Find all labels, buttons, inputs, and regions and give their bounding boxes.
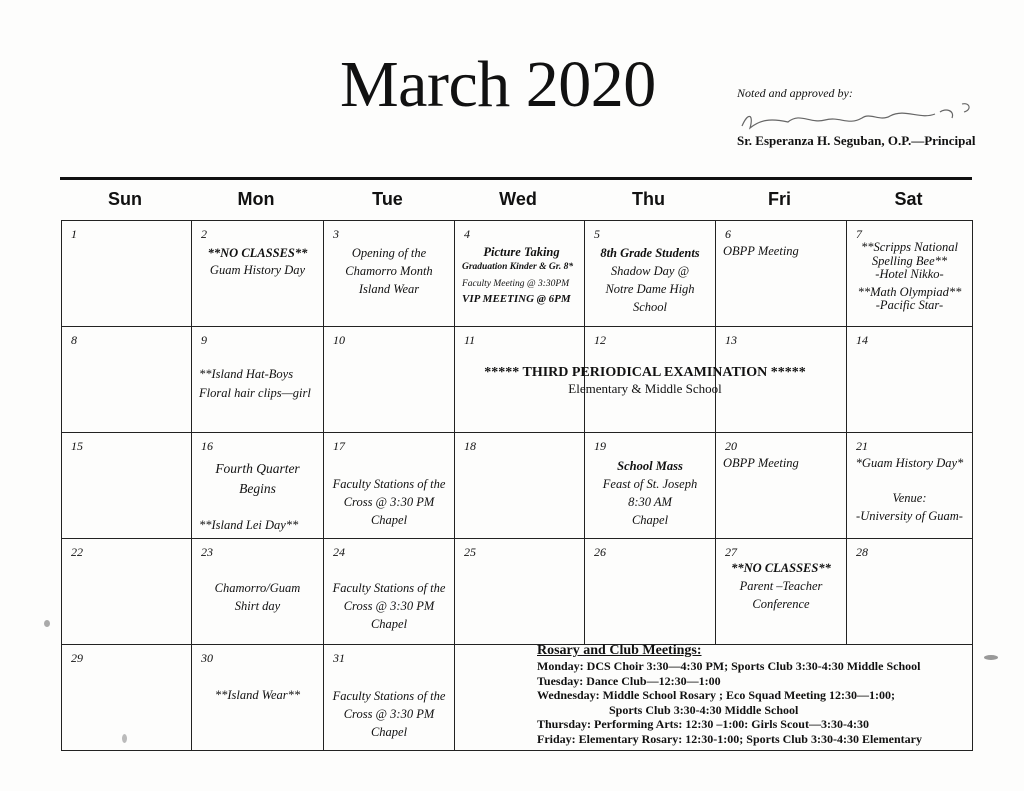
event-text: Cross @ 3:30 PM — [343, 707, 435, 721]
day-number: 9 — [201, 333, 207, 347]
day-cell — [192, 221, 324, 327]
day-cell — [455, 433, 585, 539]
event-text: **Island Wear** — [214, 688, 301, 702]
day-cell — [585, 221, 716, 327]
exam-title: ***** THIRD PERIODICAL EXAMINATION ***** — [484, 365, 806, 380]
day-number: 24 — [333, 545, 345, 559]
event-text: Floral hair clips—girl — [199, 386, 311, 400]
day-cell — [455, 539, 585, 645]
event-text: Conference — [752, 597, 810, 611]
event-text: Faculty Stations of the — [332, 689, 446, 703]
event-text: Chapel — [370, 725, 408, 739]
event-text: **NO CLASSES** — [207, 246, 308, 260]
event-text: Chapel — [370, 617, 408, 631]
weekday-wed: Wed — [499, 189, 537, 209]
day-number: 26 — [594, 545, 606, 559]
day-cell — [847, 433, 973, 539]
event-text: Shadow Day @ — [610, 264, 690, 278]
page-title: March 2020 — [340, 48, 656, 121]
event-text: School Mass — [617, 459, 683, 473]
event-text: Opening of the — [351, 246, 427, 260]
day-cell — [455, 221, 585, 327]
event-text: -University of Guam- — [856, 509, 963, 523]
weekday-fri: Fri — [767, 189, 791, 209]
event-text: **Island Lei Day** — [199, 518, 299, 532]
club-line: Sports Club 3:30-4:30 Middle School — [609, 702, 799, 717]
day-number: 23 — [201, 545, 213, 559]
club-line: Thursday: Performing Arts: 12:30 –1:00: Girls Scout—3:30-4:30 — [537, 717, 869, 732]
event-text: Fourth Quarter — [215, 461, 300, 476]
event-text: Feast of St. Joseph — [602, 477, 698, 491]
event-text: Faculty Stations of the — [332, 477, 446, 491]
day-number: 11 — [464, 333, 476, 347]
day-cell — [847, 221, 973, 327]
scan-speck — [122, 734, 127, 743]
day-cell — [192, 645, 324, 751]
principal-name: Sr. Esperanza H. Seguban, O.P.—Principal — [737, 133, 976, 148]
event-text: Shirt day — [234, 599, 281, 613]
principal-signature — [730, 98, 980, 138]
event-text: Chapel — [370, 513, 408, 527]
club-line: Wednesday: Middle School Rosary ; Eco Squad Meeting 12:30—1:00; — [537, 688, 896, 703]
event-text: Island Wear — [358, 282, 420, 296]
exam-subtitle: Elementary & Middle School — [568, 381, 722, 396]
club-line: Friday: Elementary Rosary: 12:30-1:00; Sports Club 3:30-4:30 Elementary — [537, 731, 922, 746]
scan-speck — [44, 620, 50, 627]
day-cell — [847, 539, 973, 645]
day-number: 27 — [725, 545, 737, 559]
event-text: **Math Olympiad** — [857, 284, 962, 299]
day-number: 15 — [71, 439, 83, 453]
event-text: -Hotel Nikko- — [875, 267, 944, 281]
club-meetings-title: Rosary and Club Meetings: — [537, 643, 702, 658]
day-cell — [62, 645, 192, 751]
day-number: 4 — [464, 227, 470, 241]
event-text: **Island Hat-Boys — [199, 367, 294, 381]
event-text: Notre Dame High — [605, 282, 695, 296]
day-cell — [585, 539, 716, 645]
day-cell — [324, 221, 455, 327]
day-cell — [847, 327, 973, 433]
club-meetings — [537, 643, 967, 747]
day-cell — [62, 539, 192, 645]
day-number: 30 — [201, 651, 213, 665]
day-cell — [62, 433, 192, 539]
day-number: 21 — [856, 439, 868, 453]
event-text: Graduation Kinder & Gr. 8* — [462, 262, 574, 272]
day-cell — [192, 327, 324, 433]
event-text: OBPP Meeting — [723, 244, 799, 258]
day-cell — [192, 433, 324, 539]
day-number: 29 — [71, 651, 83, 665]
day-number: 12 — [594, 333, 606, 347]
event-text: 8th Grade Students — [600, 246, 700, 260]
event-text: School — [632, 300, 668, 314]
event-text: *Guam History Day* — [855, 456, 964, 470]
event-text: Guam History Day — [209, 263, 306, 277]
day-cell — [192, 539, 324, 645]
day-cell — [716, 221, 847, 327]
event-text: Chamorro/Guam — [214, 581, 301, 595]
weekday-mon: Mon — [237, 189, 275, 209]
day-number: 22 — [71, 545, 83, 559]
day-number: 2 — [201, 227, 207, 241]
approval-note: Noted and approved by: — [737, 86, 853, 100]
day-number: 16 — [201, 439, 213, 453]
day-number: 14 — [856, 333, 868, 347]
club-line: Monday: DCS Choir 3:30—4:30 PM; Sports Club 3:30-4:30 Middle School — [537, 659, 921, 673]
event-text: Begins — [239, 481, 276, 496]
event-text: OBPP Meeting — [723, 456, 799, 470]
event-text: Chamorro Month — [345, 264, 433, 278]
event-text: Faculty Stations of the — [332, 581, 446, 595]
event-text: Parent –Teacher — [739, 579, 823, 593]
day-number: 13 — [725, 333, 737, 347]
day-cell — [324, 433, 455, 539]
weekday-sun: Sun — [108, 189, 142, 209]
day-cell — [585, 433, 716, 539]
day-number: 19 — [594, 439, 606, 453]
event-text: Spelling Bee** — [871, 253, 948, 268]
day-number: 18 — [464, 439, 476, 453]
day-cell — [716, 539, 847, 645]
event-text: Faculty Meeting @ 3:30PM — [462, 279, 570, 289]
day-number: 20 — [725, 439, 737, 453]
event-text: Venue: — [892, 491, 927, 505]
day-number: 17 — [333, 439, 345, 453]
day-number: 31 — [333, 651, 345, 665]
weekday-header — [60, 184, 972, 218]
day-number: 1 — [71, 227, 77, 241]
day-cell — [62, 221, 192, 327]
day-number: 6 — [725, 227, 731, 241]
event-text: Chapel — [631, 513, 669, 527]
day-cell — [716, 433, 847, 539]
weekday-tue: Tue — [372, 189, 403, 209]
weekday-sat: Sat — [894, 189, 923, 209]
club-line: Tuesday: Dance Club—12:30—1:00 — [537, 673, 721, 688]
day-number: 3 — [333, 227, 339, 241]
day-cell — [324, 327, 455, 433]
event-text: Picture Taking — [483, 245, 560, 259]
weekday-thu: Thu — [632, 189, 665, 209]
day-number: 25 — [464, 545, 476, 559]
day-number: 5 — [594, 227, 600, 241]
day-number: 10 — [333, 333, 345, 347]
event-text: 8:30 AM — [628, 495, 672, 509]
day-cell — [324, 645, 455, 751]
day-cell — [62, 327, 192, 433]
exam-banner — [480, 365, 810, 397]
event-text: **NO CLASSES** — [731, 561, 831, 575]
event-text: -Pacific Star- — [875, 298, 944, 312]
event-text: VIP MEETING @ 6PM — [462, 293, 571, 305]
day-cell — [324, 539, 455, 645]
header-divider — [60, 177, 972, 180]
day-number: 7 — [856, 227, 862, 241]
event-text: **Scripps National — [861, 240, 958, 254]
event-text: Cross @ 3:30 PM — [343, 495, 435, 509]
day-number: 8 — [71, 333, 77, 347]
scan-speck — [984, 655, 998, 660]
event-text: Cross @ 3:30 PM — [343, 599, 435, 613]
day-number: 28 — [856, 545, 868, 559]
